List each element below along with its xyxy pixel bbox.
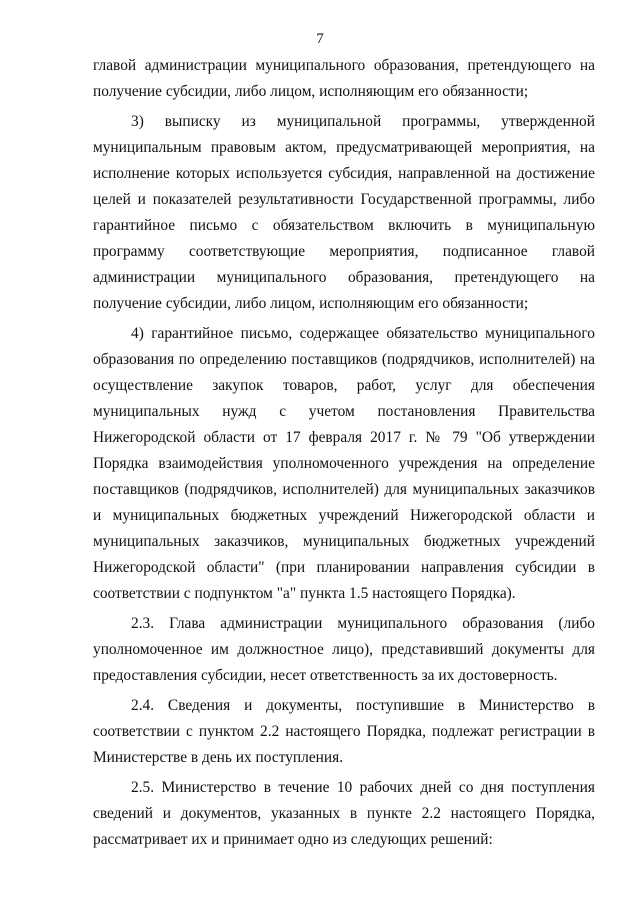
paragraph-2-5: 2.5. Министерство в течение 10 рабочих дней со дня поступления сведений и документов, указанных в пункте 2.2 настоящего Порядка, рассматривает их и принимает одно из следующих решений: [93, 779, 595, 848]
paragraph-2-4: 2.4. Сведения и документы, поступившие в Министерство в соответствии с пунктом 2.2 настоящего Порядка, подлежат регистрации в Министерстве в день их поступления. [93, 697, 595, 766]
paragraph-item-3: 3) выписку из муниципальной программы, утвержденной муниципальным правовым актом, предусматривающей мероприятия, на исполнение которых используется субсидия, направленной на достижение целей и показателей результативности Государственной программы, либо гарантийное письмо с обязательством включить в муниципальную программу соответствующие мероприятия, подписанное главой администрации муниципального образования, претендующего на получение субсидии, либо лицом, исполняющим его обязанности; [93, 113, 595, 312]
paragraph-item-4: 4) гарантийное письмо, содержащее обязательство муниципального образования по определению поставщиков (подрядчиков, исполнителей) на осуществление закупок товаров, работ, услуг для обеспечения муниципальных нужд с учетом постановления Правительства Нижегородской области от 17 февраля 2017 г. № 79 "Об утверждении Порядка взаимодействия уполномоченного учреждения на определение поставщиков (подрядчиков, исполнителей) для муниципальных заказчиков и муниципальных бюджетных учреждений Нижегородской области и муниципальных заказчиков, муниципальных бюджетных учреждений Нижегородской области" (при планировании направления субсидии в соответствии с подпунктом "а" пункта 1.5 настоящего Порядка). [93, 325, 595, 602]
document-body [93, 53, 595, 857]
paragraph-continuation: главой администрации муниципального образования, претендующего на получение субсидии, либо лицом, исполняющим его обязанности; [93, 57, 595, 100]
paragraph-2-3: 2.3. Глава администрации муниципального образования (либо уполномоченное им должностное лицо), представивший документы для предоставления субсидии, несет ответственность за их достоверность. [93, 615, 595, 684]
page-number: 7 [316, 31, 324, 47]
